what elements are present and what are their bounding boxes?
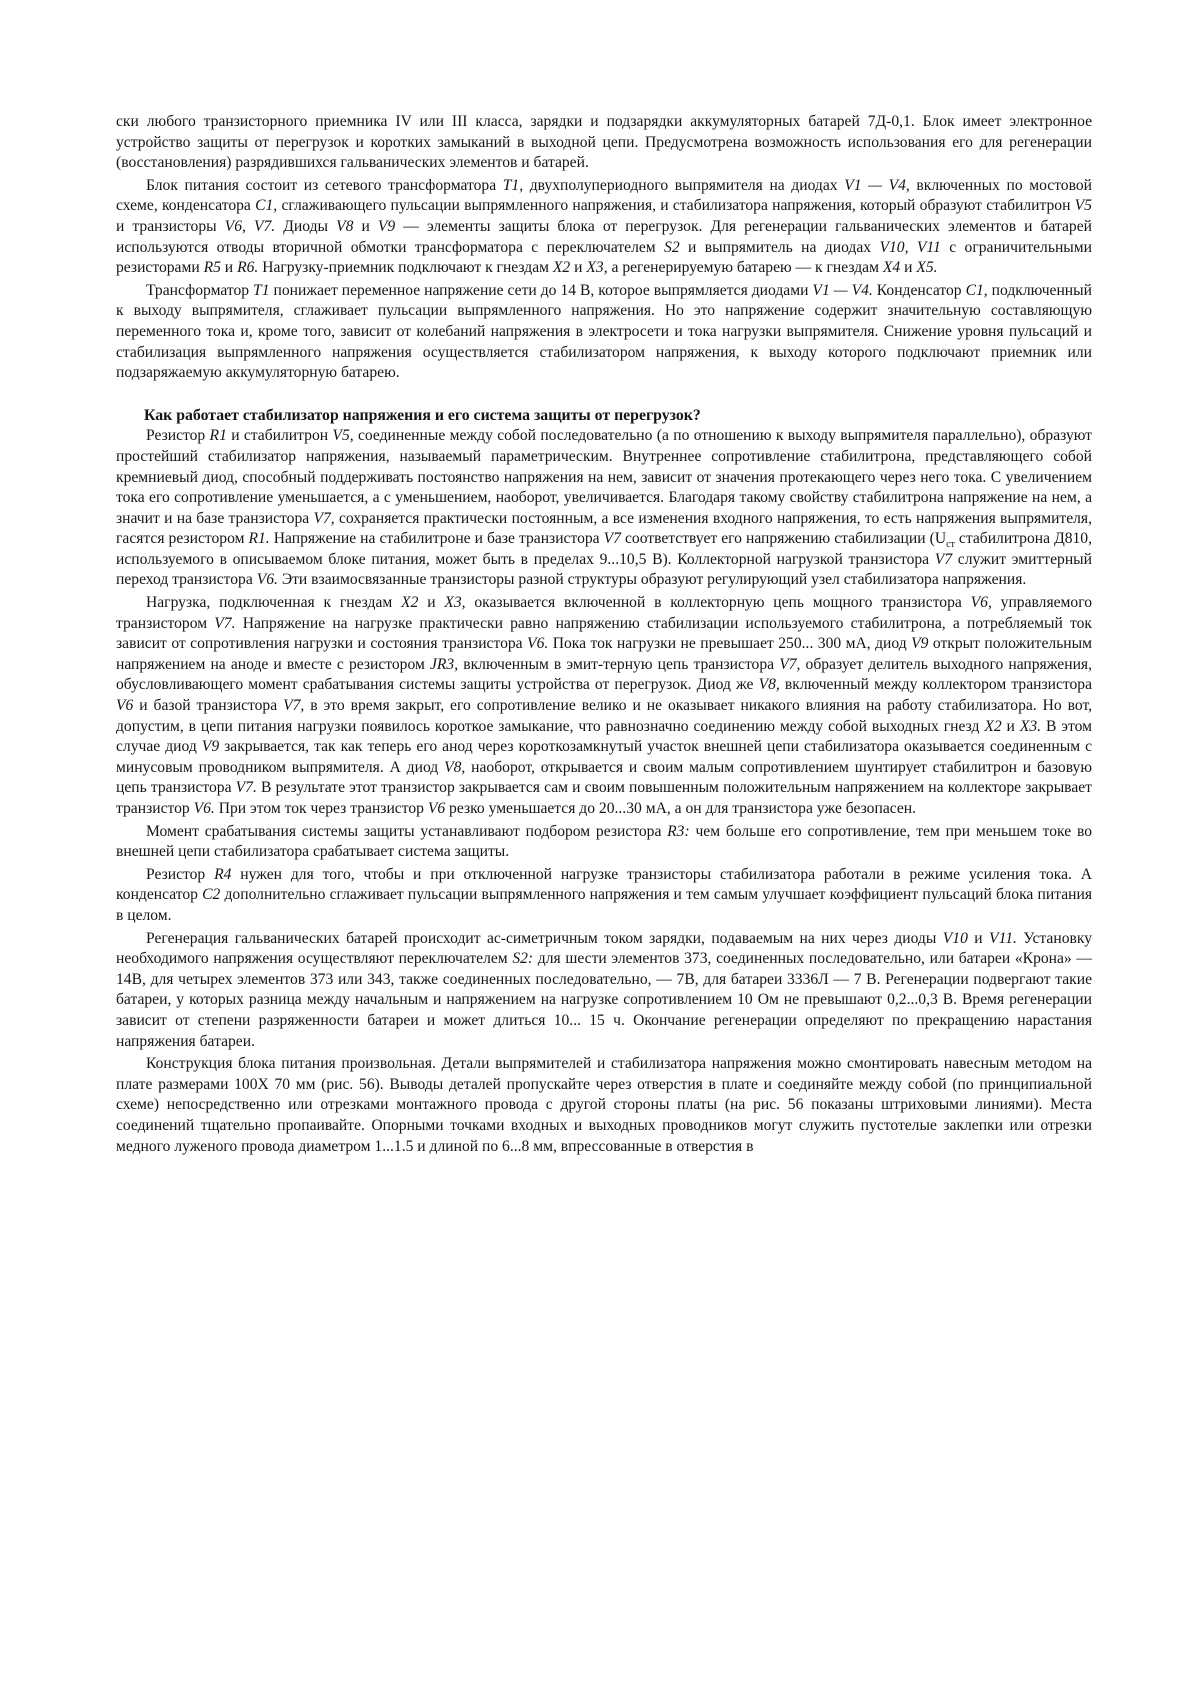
text-run: управляемого транзистором xyxy=(116,594,1093,632)
component-designator: V6 xyxy=(116,697,134,715)
text-run: Регенерация гальванических батарей происходит ас-симетричным током зарядки, подаваемым на них через диоды xyxy=(146,929,943,947)
text-run: закрывается, так как теперь его анод через короткозамкнутый участок внешней цепи стабилизатора оказывается соединенным с минусовым проводником выпрямителя. А диод xyxy=(116,738,1093,776)
text-run: Напряжение на стабилитроне и базе транзистора xyxy=(269,530,604,548)
text-run: образует делитель выходного напряжения, обусловливающего момент срабатывания системы защиты устройства от перегрузок. Диод же xyxy=(116,655,1092,694)
text-run: и xyxy=(220,259,238,277)
component-designator: V6, xyxy=(970,594,992,612)
text-run: Конструкция блока питания произвольная. Детали выпрямителей и стабилизатора напряжения можно смонтировать навесным методом на плате размерами 100X 70 мм (рис. 56). Выводы деталей пропускайте через отверстия в плате и соединяйте между собой (по принципиальной схеме) непосредственно или отрезками монтажного провода с другой стороны платы (на рис. 56 показаны штриховыми линиями). Места соединений тщательно пропаивайте. Опорными точками входных и выходных проводников могут служить пустотелые заклепки или отрезки медного луженого провода диаметром 1...1.5 и длиной по 6...8 мм, впрессованные в отверстия в xyxy=(116,1055,1092,1155)
text-run: Нагрузку-приемник подключают к гнездам xyxy=(258,259,553,277)
component-designator: R6. xyxy=(237,259,259,277)
component-designator: C1, xyxy=(965,281,988,299)
component-designator: T1, xyxy=(502,176,524,194)
text-run: включенным в эмит-терную цепь транзистора xyxy=(458,655,780,673)
text-run: Резистор xyxy=(146,865,215,883)
text-run: сохраняется практически постоянным, а все изменения входного напряжения, то есть напряжения выпрямителя, гасятся резистором xyxy=(116,509,1093,548)
text-run: наоборот, открывается и своим малым сопротивлением шунтирует стабилитрон и базовую цепь транзистора xyxy=(116,758,1092,797)
component-designator: R4 xyxy=(214,865,232,883)
text-run: служит эмиттерный переход транзистора xyxy=(116,550,1092,589)
paragraph-power-unit-composition xyxy=(116,176,1092,279)
text-run: ски любого транзисторного приемника IV или III класса, зарядки и подзарядки аккумуляторных батарей 7Д-0,1. Блок имеет электронное устройство защиты от перегрузок и коротких замыканий в выходной цепи. Предусмотрена возможность использования его для регенерации (восстановления) разрядившихся гальванических элементов и батарей. xyxy=(116,113,1092,172)
text-run: для шести элементов 373, соединенных последовательно, или батареи «Крона» — 14В, для четырех элементов 373 или 343, также соединенных последовательно, — 7В, для батареи 3336Л — 7 В. Регенерации подвергают такие батареи, у которых разница между начальным и напряжением на нагрузке сопротивлением 10 Ом не превышают 0,2...0,3 В. Время регенерации зависит от степени разряженности батареи и может длиться 10... 15 ч. Окончание регенерации определяют по прекращению нарастания напряжения батареи. xyxy=(116,950,1092,1050)
text-run: Нагрузка, подключенная к гнездам xyxy=(146,594,402,612)
text-run: и xyxy=(418,594,445,612)
component-designator: X2 xyxy=(552,259,571,277)
text-run: резко уменьшается до 20...30 мА, а он для транзистора уже безопасен. xyxy=(445,800,917,817)
text-run: Момент срабатывания системы защиты устанавливают подбором резистора xyxy=(146,822,668,840)
text-run: Блок питания состоит из сетевого трансформатора xyxy=(146,176,503,194)
text-run: Эти взаимосвязанные транзисторы разной структуры образуют регулирующий узел стабилизатора напряжения. xyxy=(277,571,1027,589)
component-designator: V9 xyxy=(911,635,929,653)
paragraph-parametric-stabilizer xyxy=(116,426,1092,591)
component-designator: C2 xyxy=(202,886,221,904)
component-designator: R1. xyxy=(248,530,270,548)
subscript: ст xyxy=(946,539,955,551)
component-designator: R1 xyxy=(209,427,227,445)
component-designator: V7, xyxy=(313,509,335,527)
text-run: и xyxy=(900,259,917,277)
component-designator: V7 xyxy=(603,530,621,548)
component-designator: V8 xyxy=(336,217,354,235)
text-run: При этом ток через транзистор xyxy=(214,800,428,817)
text-run: и базой транзистора xyxy=(133,697,284,715)
section-heading: Как работает стабилизатор напряжения и его система защиты от перегрузок? xyxy=(144,406,701,424)
text-run: двухполупериодного выпрямителя на диодах xyxy=(523,176,845,194)
text-run: Диоды xyxy=(275,217,337,235)
component-designator: S2 xyxy=(664,238,680,256)
paragraph-load-and-protection xyxy=(116,593,1092,820)
component-designator: V10 xyxy=(942,929,968,947)
text-run: с ограничительными резисторами xyxy=(116,238,1092,277)
component-designator: V7, xyxy=(779,655,801,673)
text-run: и xyxy=(570,259,587,277)
text-run: Резистор xyxy=(146,427,210,445)
component-designator: V10, V11 xyxy=(879,238,941,256)
component-designator: V7, xyxy=(283,697,305,715)
component-designator: X2 xyxy=(984,717,1002,735)
text-run: и xyxy=(1001,717,1020,735)
text-run: открыт положительным напряжением на аноде и вместе с резистором xyxy=(116,635,1092,673)
text-run: Напряжение на нагрузке практически равно напряжению стабилизации используемого стабилитрона, а потребляемый ток зависит от сопротивления нагрузки и состояния транзистора xyxy=(116,614,1092,653)
text-run: соединенные между собой последовательно (а по отношению к выходу выпрямителя параллельно), образуют простейший стабилизатор напряжения, называемый параметрическим. Внутреннее сопротивление стабилитрона, представляющего собой кремниевый диод, способный поддерживать постоянство напряжения на нем, зависит от значения протекающего через него тока. С увеличением тока его сопротивление уменьшается, а с уменьшением, наоборот, увеличивается. Благодаря такому свойству стабилитрона напряжение на нем, а значит и на базе транзистора xyxy=(116,427,1092,527)
component-designator: V8, xyxy=(444,758,466,776)
component-designator: R3: xyxy=(667,822,690,840)
component-designator: V6. xyxy=(256,571,278,589)
text-run: и выпрямитель на диодах xyxy=(679,238,880,256)
text-run: дополнительно сглаживает пульсации выпрямленного напряжения и тем самым улучшает коэффициент пульсаций блока питания в целом. xyxy=(116,886,1092,924)
component-designator: X3. xyxy=(1019,717,1042,735)
paragraph-resistor-r4 xyxy=(116,865,1092,927)
text-run: нужен для того, чтобы и при отключенной нагрузке транзисторы стабилизатора работали в режиме усиления тока. А конденсатор xyxy=(116,865,1092,904)
paragraph-intro-continued xyxy=(116,112,1092,174)
component-designator: JR3, xyxy=(429,655,459,673)
component-designator: T1 xyxy=(253,281,270,299)
text-run: оказывается включенной в коллекторную цепь мощного транзистора xyxy=(465,594,971,612)
component-designator: V9 xyxy=(201,738,220,756)
text-run: В этом случае диод xyxy=(116,717,1092,756)
component-designator: X3, xyxy=(586,259,608,277)
text-run: включенных по мостовой схеме, конденсатора xyxy=(116,176,1093,215)
component-designator: X2 xyxy=(401,594,419,612)
component-designator: V5, xyxy=(332,427,354,445)
component-designator: X3, xyxy=(444,594,466,612)
component-designator: S2: xyxy=(512,950,534,968)
text-run: Установку необходимого напряжения осуществляют переключателем xyxy=(116,929,1092,968)
text-run: Трансформатор xyxy=(146,281,254,299)
text-run: и xyxy=(967,929,990,947)
text-run: подключенный к выходу выпрямителя, сглаживает пульсации выпрямленного напряжения. Но это напряжение содержит значительную составляющую переменного тока и, кроме того, зависит от колебаний напряжения в электросети и тока нагрузки выпрямителя. Снижение уровня пульсаций и стабилизация выпрямленного напряжения осуществляется стабилизатором напряжения, к выходу которого подключают приемник или подзаряжаемую аккумуляторную батарею. xyxy=(116,281,1092,382)
text-run: а регенерируемую батарею — к гнездам xyxy=(607,259,883,277)
component-designator: C1, xyxy=(255,197,278,215)
component-designator: V6 xyxy=(427,800,446,817)
component-designator: V6. xyxy=(527,635,549,653)
text-run: В результате этот транзистор закрывается сам и своим повышенным положительным напряжением на коллекторе закрывает транзистор xyxy=(116,779,1092,817)
component-designator: V5 xyxy=(1074,197,1092,215)
text-run: включенный между коллектором транзистора xyxy=(779,676,1093,694)
text-run: Конденсатор xyxy=(872,281,966,299)
text-run: сглаживающего пульсации выпрямленного напряжения, и стабилизатора напряжения, который образуют стабилитрон xyxy=(277,197,1075,215)
component-designator: V6, V7. xyxy=(224,217,276,235)
text-run: стабилитрона Д810, используемого в описываемом блоке питания, может быть в пределах 9...10,5 В). Коллекторной нагрузкой транзистора xyxy=(116,530,1092,568)
component-designator: V8, xyxy=(758,676,780,694)
text-run: понижает переменное напряжение сети до 14 В, которое выпрямляется диодами xyxy=(269,281,813,299)
component-designator: V7. xyxy=(235,779,257,797)
component-designator: X4 xyxy=(882,259,901,277)
text-run: соответствует его напряжению стабилизации (U xyxy=(620,530,947,548)
component-designator: V1 — V4. xyxy=(812,281,873,299)
text-run: Пока ток нагрузки не превышает 250... 300 мА, диод xyxy=(548,635,912,653)
component-designator: V7 xyxy=(934,550,953,568)
component-designator: V7. xyxy=(214,614,236,632)
text-run: и транзисторы xyxy=(116,217,225,235)
text-run: и стабилитрон xyxy=(226,427,333,445)
component-designator: X5. xyxy=(916,259,938,277)
component-designator: V1 — V4, xyxy=(844,176,910,194)
component-designator: R5 xyxy=(203,259,221,277)
paragraph-battery-regeneration xyxy=(116,929,1092,1053)
paragraph-protection-threshold xyxy=(116,822,1092,863)
paragraph-construction xyxy=(116,1054,1092,1157)
text-run: в это время закрыт, его сопротивление велико и не оказывает никакого влияния на работу стабилизатора. Но вот, допустим, в цепи питания нагрузки появилось короткое замыкание, что равнозначно соединению между собой выходных гнезд xyxy=(116,697,1092,735)
text-run: — элементы защиты блока от перегрузок. Для регенерации гальванических элементов и батарей используются отводы вторичной обмотки трансформатора с переключателем xyxy=(116,217,1092,256)
component-designator: V9 xyxy=(377,217,396,235)
component-designator: V11. xyxy=(989,929,1017,947)
text-run: и xyxy=(353,217,378,235)
text-run: чем больше его сопротивление, тем при меньшем токе во внешней цепи стабилизатора срабатывает система защиты. xyxy=(116,822,1092,861)
paragraph-transformer-operation xyxy=(116,281,1092,384)
component-designator: V6. xyxy=(193,800,215,817)
